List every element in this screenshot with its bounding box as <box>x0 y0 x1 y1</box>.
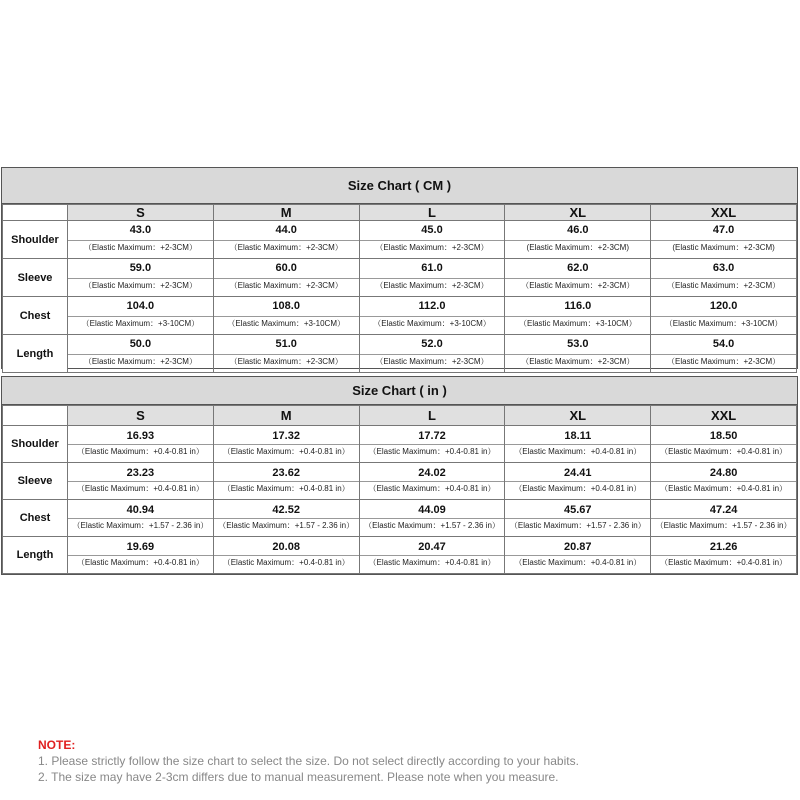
size-header-xxl: XXL <box>651 205 797 221</box>
measurement-value: 54.0 <box>712 338 735 350</box>
elastic-note: （Elastic Maximum：+2-3CM） <box>214 354 359 372</box>
chart-title-in: Size Chart ( in ) <box>2 377 797 405</box>
size-chart-in <box>1 376 798 575</box>
size-chart-cm <box>1 167 798 369</box>
row-label: Sleeve <box>3 463 68 500</box>
measurement-cell <box>359 500 505 537</box>
note-line-2: 2. The size may have 2-3cm differs due to manual measurement. Please note when you measure. <box>38 770 559 784</box>
row-label: Shoulder <box>3 221 68 259</box>
size-header-m: M <box>213 406 359 426</box>
measurement-value: 52.0 <box>421 338 443 350</box>
elastic-note: （Elastic Maximum：+2-3CM） <box>68 354 213 372</box>
measurement-value: 18.11 <box>564 430 592 442</box>
measurement-cell <box>651 259 797 297</box>
measurement-value: 116.0 <box>564 300 592 312</box>
measurement-cell <box>213 259 359 297</box>
measurement-value: 53.0 <box>567 338 589 350</box>
elastic-note: （Elastic Maximum：+0.4-0.81 in） <box>214 444 359 462</box>
table-row <box>3 500 797 537</box>
elastic-note: （Elastic Maximum：+3-10CM） <box>505 316 650 334</box>
row-label: Length <box>3 335 68 373</box>
measurement-value: 51.0 <box>275 338 297 350</box>
measurement-cell <box>359 426 505 463</box>
measurement-value: 47.24 <box>709 504 738 516</box>
measurement-cell <box>68 537 214 574</box>
measurement-value: 17.32 <box>272 430 300 442</box>
size-header-xl: XL <box>505 406 651 426</box>
elastic-note: （Elastic Maximum：+2-3CM） <box>214 240 359 258</box>
elastic-note: （Elastic Maximum：+2-3CM） <box>68 278 213 296</box>
measurement-value: 23.23 <box>126 467 155 479</box>
measurement-value: 24.80 <box>709 467 738 479</box>
elastic-note: （Elastic Maximum：+1.57 - 2.36 in） <box>651 518 796 536</box>
corner-cell <box>3 205 68 221</box>
size-table-in <box>2 405 797 574</box>
elastic-note: （Elastic Maximum：+0.4-0.81 in） <box>505 481 650 499</box>
elastic-note: （Elastic Maximum：+3-10CM） <box>651 316 796 334</box>
chart-title-cm: Size Chart ( CM ) <box>2 168 797 204</box>
size-header-row <box>3 406 797 426</box>
measurement-value: 44.09 <box>418 504 446 516</box>
elastic-note: （Elastic Maximum：+3-10CM） <box>68 316 213 334</box>
elastic-note: （Elastic Maximum：+0.4-0.81 in） <box>68 555 213 573</box>
elastic-note: （Elastic Maximum：+2-3CM） <box>651 354 796 372</box>
row-label: Sleeve <box>3 259 68 297</box>
measurement-cell <box>213 335 359 373</box>
measurement-cell <box>359 221 505 259</box>
table-row <box>3 537 797 574</box>
measurement-cell <box>68 426 214 463</box>
measurement-cell <box>651 537 797 574</box>
measurement-value: 59.0 <box>129 262 152 274</box>
table-row <box>3 297 797 335</box>
measurement-value: 40.94 <box>126 504 155 516</box>
elastic-note: （Elastic Maximum：+0.4-0.81 in） <box>68 481 213 499</box>
measurement-cell <box>213 297 359 335</box>
measurement-value: 108.0 <box>272 300 300 312</box>
size-header-l: L <box>359 406 505 426</box>
elastic-note: （Elastic Maximum：+0.4-0.81 in） <box>505 555 650 573</box>
elastic-note: （Elastic Maximum：+2-3CM） <box>651 278 796 296</box>
corner-cell <box>3 406 68 426</box>
measurement-cell <box>68 221 214 259</box>
measurement-value: 21.26 <box>709 541 738 553</box>
measurement-value: 63.0 <box>712 262 735 274</box>
elastic-note: （Elastic Maximum：+1.57 - 2.36 in） <box>505 518 650 536</box>
size-header-row <box>3 205 797 221</box>
elastic-note: （Elastic Maximum：+2-3CM） <box>360 278 505 296</box>
measurement-cell <box>651 297 797 335</box>
measurement-value: 20.08 <box>272 541 300 553</box>
measurement-value: 24.02 <box>418 467 446 479</box>
measurement-cell <box>68 259 214 297</box>
measurement-cell <box>359 259 505 297</box>
elastic-note: （Elastic Maximum：+1.57 - 2.36 in） <box>214 518 359 536</box>
measurement-value: 17.72 <box>418 430 446 442</box>
measurement-value: 19.69 <box>126 541 155 553</box>
table-row <box>3 259 797 297</box>
measurement-cell <box>68 297 214 335</box>
measurement-value: 112.0 <box>418 300 446 312</box>
measurement-cell <box>651 463 797 500</box>
measurement-cell <box>213 221 359 259</box>
elastic-note: （Elastic Maximum：+2-3CM） <box>505 354 650 372</box>
measurement-cell <box>651 335 797 373</box>
measurement-cell <box>651 500 797 537</box>
measurement-value: 20.47 <box>418 541 446 553</box>
elastic-note: （Elastic Maximum：+2-3CM） <box>360 240 505 258</box>
measurement-cell <box>68 463 214 500</box>
measurement-value: 61.0 <box>421 262 443 274</box>
elastic-note: （Elastic Maximum：+0.4-0.81 in） <box>68 444 213 462</box>
elastic-note: （Elastic Maximum：+0.4-0.81 in） <box>360 555 505 573</box>
measurement-cell <box>505 537 651 574</box>
elastic-note: （Elastic Maximum：+0.4-0.81 in） <box>360 444 505 462</box>
measurement-cell <box>505 297 651 335</box>
elastic-note: （Elastic Maximum：+0.4-0.81 in） <box>505 444 650 462</box>
size-header-xxl: XXL <box>651 406 797 426</box>
elastic-note: （Elastic Maximum：+0.4-0.81 in） <box>651 555 796 573</box>
elastic-note: （Elastic Maximum：+3-10CM） <box>214 316 359 334</box>
size-header-xl: XL <box>505 205 651 221</box>
measurement-cell <box>359 297 505 335</box>
elastic-note: （Elastic Maximum：+2-3CM） <box>360 354 505 372</box>
measurement-value: 50.0 <box>129 338 152 350</box>
measurement-value: 62.0 <box>567 262 589 274</box>
measurement-cell <box>213 537 359 574</box>
measurement-value: 44.0 <box>275 224 297 236</box>
measurement-cell <box>505 259 651 297</box>
measurement-cell <box>505 500 651 537</box>
table-row <box>3 426 797 463</box>
size-header-s: S <box>68 205 214 221</box>
measurement-cell <box>68 335 214 373</box>
size-header-m: M <box>213 205 359 221</box>
elastic-note: (Elastic Maximum：+2-3CM) <box>505 240 650 258</box>
measurement-value: 120.0 <box>709 300 738 312</box>
measurement-value: 60.0 <box>275 262 297 274</box>
measurement-value: 24.41 <box>564 467 592 479</box>
measurement-value: 43.0 <box>129 224 152 236</box>
row-label: Shoulder <box>3 426 68 463</box>
notes-section <box>38 737 778 785</box>
measurement-value: 20.87 <box>564 541 592 553</box>
measurement-cell <box>213 463 359 500</box>
note-title: NOTE: <box>38 738 76 752</box>
table-row <box>3 335 797 373</box>
elastic-note: （Elastic Maximum：+2-3CM） <box>68 240 213 258</box>
measurement-cell <box>505 426 651 463</box>
elastic-note: （Elastic Maximum：+2-3CM） <box>214 278 359 296</box>
elastic-note: （Elastic Maximum：+0.4-0.81 in） <box>651 481 796 499</box>
size-table-cm <box>2 204 797 373</box>
measurement-cell <box>505 463 651 500</box>
table-row <box>3 463 797 500</box>
elastic-note: （Elastic Maximum：+1.57 - 2.36 in） <box>360 518 505 536</box>
size-header-l: L <box>359 205 505 221</box>
rows-in <box>3 426 797 574</box>
row-label: Chest <box>3 297 68 335</box>
measurement-cell <box>651 426 797 463</box>
elastic-note: （Elastic Maximum：+0.4-0.81 in） <box>360 481 505 499</box>
measurement-cell <box>359 537 505 574</box>
measurement-cell <box>505 221 651 259</box>
measurement-value: 23.62 <box>272 467 300 479</box>
measurement-cell <box>213 500 359 537</box>
measurement-cell <box>651 221 797 259</box>
measurement-value: 46.0 <box>567 224 589 236</box>
rows-cm <box>3 221 797 373</box>
measurement-value: 16.93 <box>126 430 155 442</box>
note-line-1: 1. Please strictly follow the size chart to select the size. Do not select directly according to your habits. <box>38 754 579 768</box>
elastic-note: （Elastic Maximum：+3-10CM） <box>360 316 505 334</box>
measurement-value: 42.52 <box>272 504 300 516</box>
measurement-cell <box>359 463 505 500</box>
elastic-note: （Elastic Maximum：+1.57 - 2.36 in） <box>68 518 213 536</box>
row-label: Chest <box>3 500 68 537</box>
measurement-value: 18.50 <box>709 430 738 442</box>
measurement-value: 45.0 <box>421 224 443 236</box>
measurement-value: 47.0 <box>712 224 735 236</box>
elastic-note: （Elastic Maximum：+0.4-0.81 in） <box>651 444 796 462</box>
measurement-cell <box>213 426 359 463</box>
measurement-cell <box>68 500 214 537</box>
elastic-note: （Elastic Maximum：+0.4-0.81 in） <box>214 555 359 573</box>
measurement-value: 104.0 <box>126 300 155 312</box>
size-header-s: S <box>68 406 214 426</box>
elastic-note: （Elastic Maximum：+0.4-0.81 in） <box>214 481 359 499</box>
measurement-cell <box>505 335 651 373</box>
table-row <box>3 221 797 259</box>
measurement-value: 45.67 <box>564 504 592 516</box>
row-label: Length <box>3 537 68 574</box>
elastic-note: (Elastic Maximum：+2-3CM) <box>651 240 796 258</box>
elastic-note: （Elastic Maximum：+2-3CM） <box>505 278 650 296</box>
measurement-cell <box>359 335 505 373</box>
